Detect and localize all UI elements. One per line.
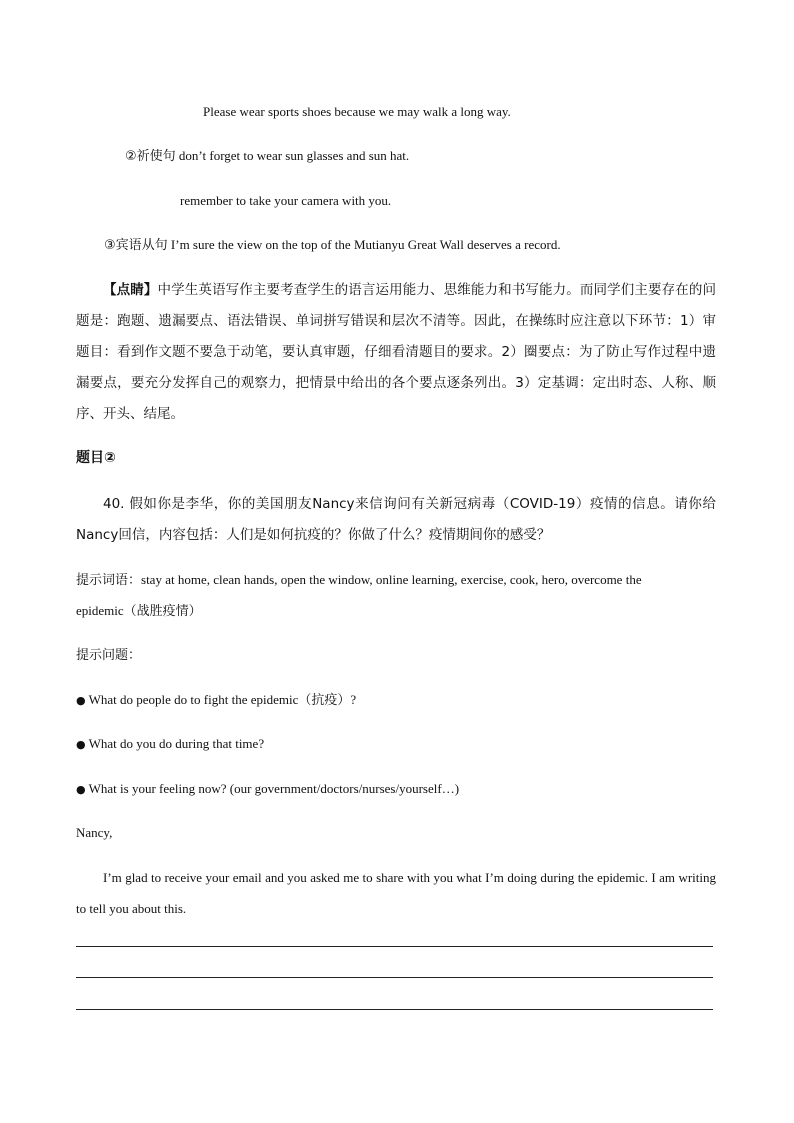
hint-question-text: What is your feeling now? (our government/doctors/nurses/yourself…) — [88, 781, 460, 796]
imperative-text-2: remember to take your camera with you. — [180, 193, 392, 208]
hint-questions-label: 提示问题： — [76, 648, 142, 663]
question-prompt: 40. 假如你是李华，你的美国朋友Nancy来信询问有关新冠病毒（COVID-19）疫情的信息。请你给Nancy回信，内容包括：人们是如何抗疫的？你做了什么？疫情期间你的感受？ — [76, 496, 716, 543]
hint-question-item — [76, 691, 356, 710]
imperative-sentence — [125, 147, 409, 166]
hint-words-text: stay at home, clean hands, open the window, online learning, exercise, cook, hero, overcome the — [141, 572, 642, 587]
letter-salutation: Nancy, — [76, 825, 113, 840]
writing-line[interactable] — [76, 946, 713, 947]
object-clause-text: I’m sure the view on the top of the Mutianyu Great Wall deserves a record. — [170, 237, 561, 252]
writing-line[interactable] — [76, 1009, 713, 1010]
sentence-line: Please wear sports shoes because we may walk a long way. — [203, 104, 511, 119]
hint-words-label: 提示词语： — [76, 573, 142, 588]
tip-label: 【点睛】 — [103, 282, 158, 298]
letter-opening: I’m glad to receive your email and you asked me to share with you what I’m doing during the epidemic. I am writing to tell you about this. — [76, 870, 716, 916]
writing-line[interactable] — [76, 977, 713, 978]
hint-question-text: What do people do to fight the epidemic（抗疫）? — [88, 692, 357, 707]
hint-words-continued: epidemic（战胜疫情） — [76, 603, 202, 618]
hint-words — [76, 571, 642, 590]
object-clause-sentence — [104, 236, 561, 255]
hint-question-item — [76, 735, 264, 754]
bullet-icon: ● — [76, 694, 86, 707]
hint-question-text: What do you do during that time? — [88, 736, 265, 751]
tip-paragraph — [76, 275, 716, 430]
object-clause-label: ③宾语从句 — [104, 238, 168, 253]
tip-text: 中学生英语写作主要考查学生的语言运用能力、思维能力和书写能力。而同学们主要存在的问题是：跑题、遗漏要点、语法错误、单词拼写错误和层次不清等。因此，在操练时应注意以下环节：1）审题目：看到作文题不要急于动笔，要认真审题，仔细看清题目的要求。2）圈要点：为了防止写作过程中遗漏要点，要充分发挥自己的观察力，把情景中给出的各个要点逐条列出。3）定基调：定出时态、人称、顺序、开头、结尾。 — [76, 282, 716, 422]
bullet-icon: ● — [76, 783, 86, 796]
imperative-text-1: don’t forget to wear sun glasses and sun hat. — [178, 148, 410, 163]
bullet-icon: ● — [76, 738, 86, 751]
hint-question-item — [76, 780, 459, 799]
imperative-label: ②祈使句 — [125, 149, 176, 164]
question-heading: 题目② — [76, 450, 116, 466]
